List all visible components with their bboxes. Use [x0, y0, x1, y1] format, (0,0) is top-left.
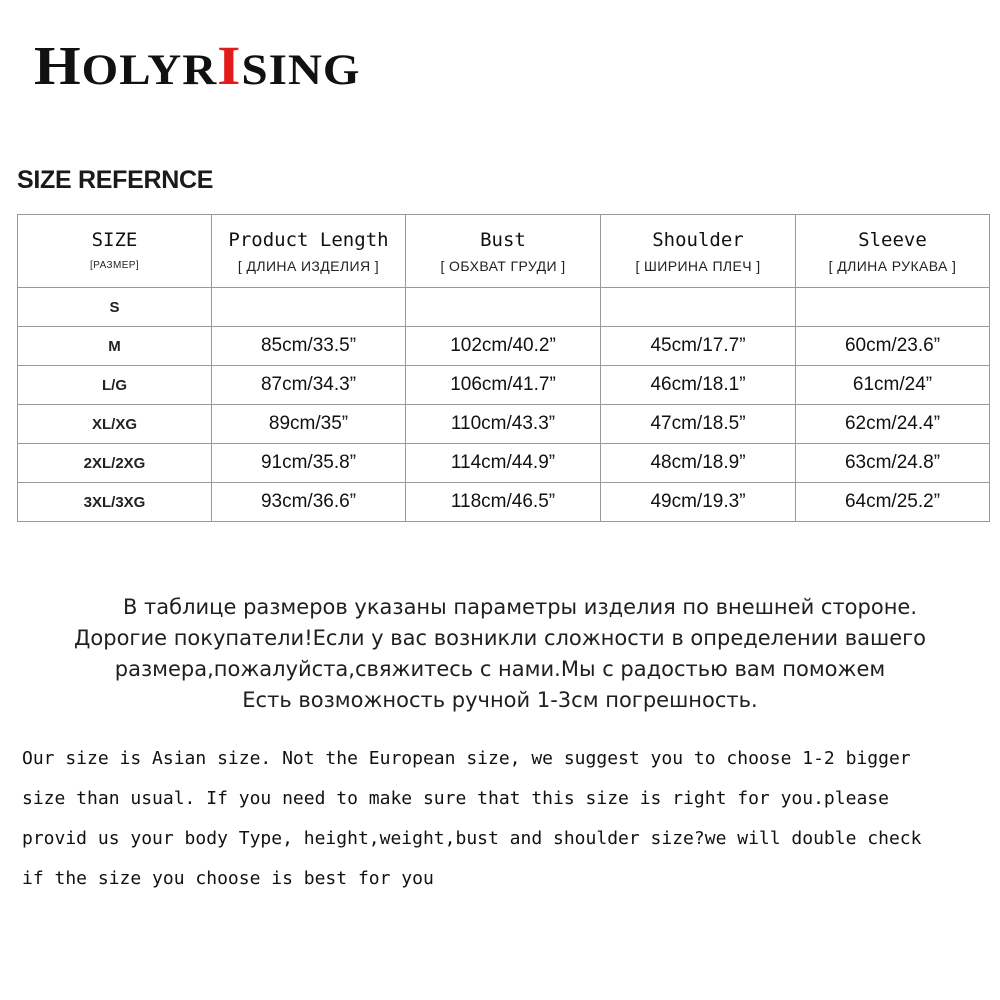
note-line: В таблице размеров указаны параметры изделия по внешней стороне. — [122, 595, 918, 619]
size-cell: M — [18, 327, 212, 366]
length-cell — [212, 288, 406, 327]
sleeve-cell: 63cm/24.8” — [796, 444, 990, 483]
header-bust — [406, 215, 601, 288]
header-label-ru: [ ДЛИНА РУКАВА ] — [828, 258, 957, 274]
table-row — [18, 405, 990, 444]
header-label: Sleeve — [858, 229, 927, 251]
logo-letter: OLYR — [81, 46, 218, 95]
logo-letter-accent: I — [217, 35, 242, 96]
header-label: Shoulder — [652, 229, 744, 251]
header-label: Product Length — [228, 229, 389, 251]
note-line: Our size is Asian size. Not the European size, we suggest you to choose 1-2 bigger — [22, 748, 911, 769]
logo-letter: H — [34, 35, 82, 96]
note-line: Есть возможность ручной 1-3см погрешность. — [242, 688, 758, 712]
notes-russian — [0, 592, 1000, 716]
brand-logo — [34, 35, 361, 98]
table-row — [18, 366, 990, 405]
shoulder-cell: 46cm/18.1” — [601, 366, 796, 405]
logo-letter: SING — [241, 46, 361, 95]
header-label-ru: [ ШИРИНА ПЛЕЧ ] — [635, 258, 761, 274]
bust-cell: 110cm/43.3” — [406, 405, 601, 444]
bust-cell: 106cm/41.7” — [406, 366, 601, 405]
sleeve-cell: 61cm/24” — [796, 366, 990, 405]
table-row — [18, 288, 990, 327]
bust-cell: 102cm/40.2” — [406, 327, 601, 366]
size-cell: 3XL/3XG — [18, 483, 212, 522]
sleeve-cell: 64cm/25.2” — [796, 483, 990, 522]
size-cell: S — [18, 288, 212, 327]
header-sleeve — [796, 215, 990, 288]
note-line: Дорогие покупатели!Если у вас возникли сложности в определении вашего — [73, 626, 926, 650]
length-cell: 85cm/33.5” — [212, 327, 406, 366]
shoulder-cell: 48cm/18.9” — [601, 444, 796, 483]
note-line: provid us your body Type, height,weight,bust and shoulder size?we will double check — [22, 828, 922, 849]
length-cell: 87cm/34.3” — [212, 366, 406, 405]
header-shoulder — [601, 215, 796, 288]
header-size — [18, 215, 212, 288]
header-product-length — [212, 215, 406, 288]
sleeve-cell: 62cm/24.4” — [796, 405, 990, 444]
length-cell: 93cm/36.6” — [212, 483, 406, 522]
sleeve-cell: 60cm/23.6” — [796, 327, 990, 366]
size-cell: 2XL/2XG — [18, 444, 212, 483]
header-label-ru: [РАЗМЕР] — [89, 260, 140, 271]
header-label: SIZE — [91, 229, 138, 251]
bust-cell: 118cm/46.5” — [406, 483, 601, 522]
note-line: if the size you choose is best for you — [22, 868, 434, 889]
table-row — [18, 444, 990, 483]
header-label-ru: [ ОБХВАТ ГРУДИ ] — [440, 258, 566, 274]
size-cell: L/G — [18, 366, 212, 405]
shoulder-cell: 45cm/17.7” — [601, 327, 796, 366]
length-cell: 89cm/35” — [212, 405, 406, 444]
note-line: размера,пожалуйста,свяжитесь с нами.Мы с радостью вам поможем — [114, 657, 886, 681]
note-line: size than usual. If you need to make sure that this size is right for you.please — [22, 788, 889, 809]
shoulder-cell: 47cm/18.5” — [601, 405, 796, 444]
header-label: Bust — [480, 229, 526, 251]
notes-english — [22, 739, 992, 899]
header-label-ru: [ ДЛИНА ИЗДЕЛИЯ ] — [237, 258, 380, 274]
bust-cell: 114cm/44.9” — [406, 444, 601, 483]
sleeve-cell — [796, 288, 990, 327]
length-cell: 91cm/35.8” — [212, 444, 406, 483]
size-table — [17, 214, 990, 522]
table-header-row — [18, 215, 990, 288]
bust-cell — [406, 288, 601, 327]
size-cell: XL/XG — [18, 405, 212, 444]
table-row — [18, 327, 990, 366]
shoulder-cell — [601, 288, 796, 327]
table-row — [18, 483, 990, 522]
section-title: SIZE REFERNCE — [17, 166, 214, 194]
shoulder-cell: 49cm/19.3” — [601, 483, 796, 522]
